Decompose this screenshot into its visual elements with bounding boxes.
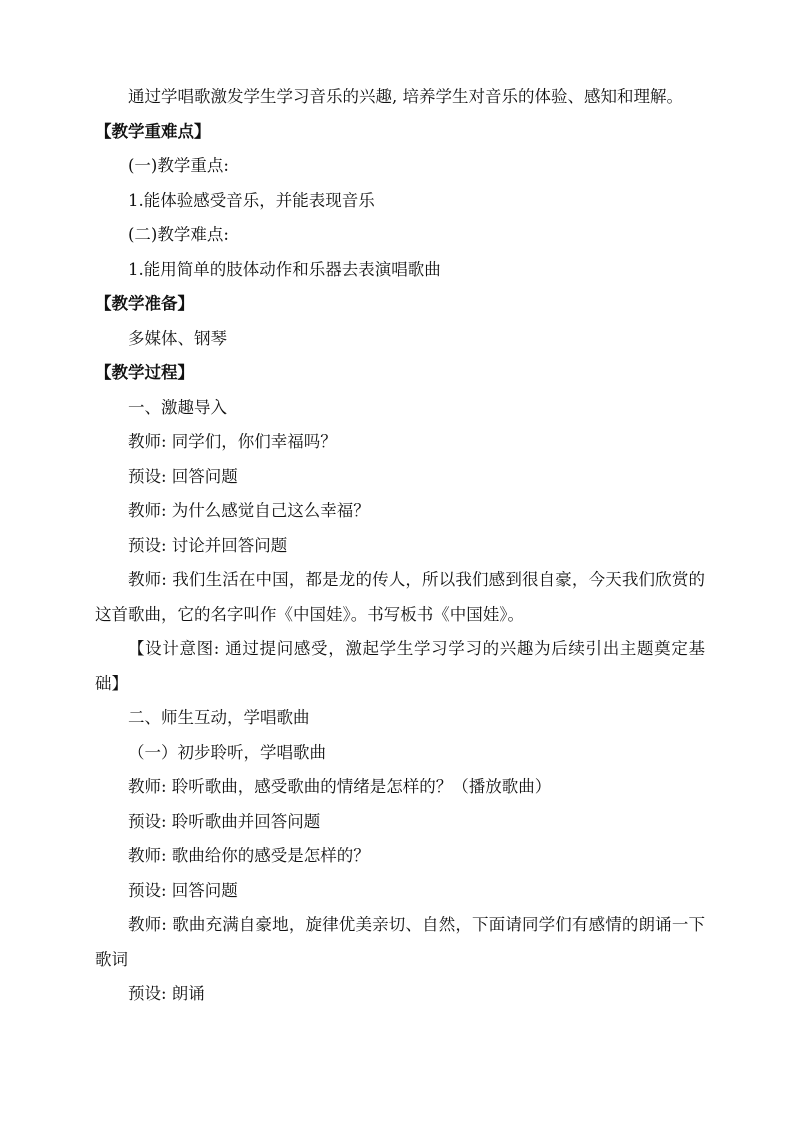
dialogue-line: 教师: 歌曲充满自豪地，旋律优美亲切、自然，下面请同学们有感情的朗诵一下歌词 <box>95 915 705 969</box>
subheading-key-point: (一)教学重点: <box>128 156 229 175</box>
dialogue-line: 预设: 回答问题 <box>128 466 238 486</box>
dialogue-line: 预设: 聆听歌曲并回答问题 <box>128 811 321 831</box>
section-heading-process: 【教学过程】 <box>95 363 194 382</box>
difficulty-item: 1.能用简单的肢体动作和乐器去表演唱歌曲 <box>128 259 441 279</box>
dialogue-line: 教师: 歌曲给你的感受是怎样的？ <box>128 846 370 865</box>
design-intent-note: 【设计意图: 通过提问感受，激起学生学习学习的兴趣为后续引出主题奠定基础】 <box>95 639 705 693</box>
substep-title: （一）初步聆听，学唱歌曲 <box>128 742 326 762</box>
dialogue-line: 预设: 朗诵 <box>128 984 205 1003</box>
dialogue-line: 教师: 聆听歌曲，感受歌曲的情绪是怎样的？（播放歌曲） <box>128 777 552 796</box>
subheading-difficulty: (二)教学难点: <box>128 225 229 244</box>
section-heading-preparation: 【教学准备】 <box>95 294 194 313</box>
objective-paragraph: 通过学唱歌激发学生学习音乐的兴趣, 培养学生对音乐的体验、感知和理解。 <box>128 87 683 106</box>
key-point-item: 1.能体验感受音乐，并能表现音乐 <box>128 190 375 210</box>
process-step-2-title: 二、师生互动，学唱歌曲 <box>128 708 310 727</box>
process-step-1-title: 一、激趣导入 <box>128 397 227 417</box>
preparation-text: 多媒体、钢琴 <box>128 328 227 348</box>
dialogue-line: 教师: 为什么感觉自己这么幸福？ <box>128 501 370 520</box>
dialogue-line: 预设: 讨论并回答问题 <box>128 535 288 555</box>
section-heading-key-points: 【教学重难点】 <box>95 121 211 141</box>
dialogue-line: 教师: 同学们，你们幸福吗？ <box>128 432 337 451</box>
dialogue-line: 预设: 回答问题 <box>128 880 238 900</box>
document-body <box>95 80 705 1012</box>
dialogue-line: 教师: 我们生活在中国，都是龙的传人，所以我们感到很自豪，今天我们欣赏的这首歌曲，它的名字叫作《中国娃》。书写板书《中国娃》。 <box>95 570 705 624</box>
